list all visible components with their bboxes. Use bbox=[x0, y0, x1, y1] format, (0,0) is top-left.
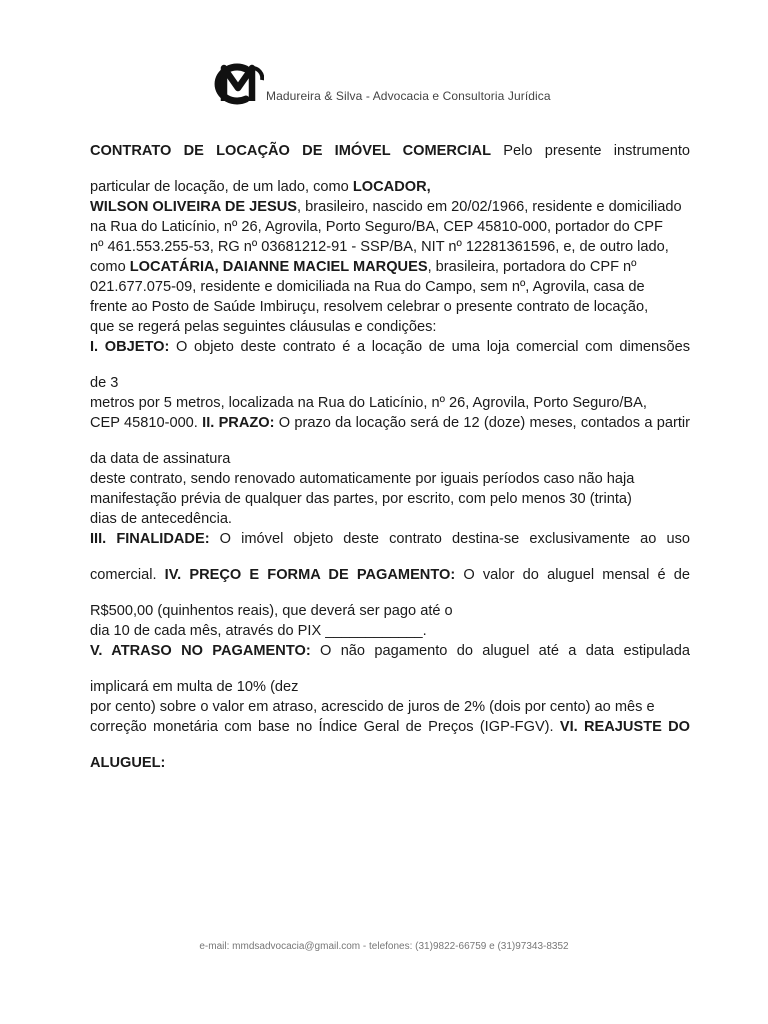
paragraph-line: frente ao Posto de Saúde Imbiruçu, resolvem celebrar o presente contrato de locação, bbox=[90, 299, 649, 315]
paragraph-line bbox=[90, 257, 690, 277]
footer-contact: e-mail: mmdsadvocacia@gmail.com - telefones: (31)9822-66759 e (31)97343-8352 bbox=[199, 941, 569, 952]
paragraph-line: metros por 5 metros, localizada na Rua do Laticínio, nº 26, Agrovila, Porto Seguro/BA, bbox=[90, 395, 647, 411]
contract-body bbox=[90, 141, 690, 773]
text-run: Pelo presente instrumento bbox=[490, 143, 690, 159]
firm-name: Madureira & Silva - Advocacia e Consultoria Jurídica bbox=[266, 89, 551, 103]
paragraph-line: R$500,00 (quinhentos reais), que deverá ser pago até o bbox=[90, 603, 453, 619]
text-run: O valor do aluguel mensal é de bbox=[455, 567, 691, 583]
text-run: , brasileira, portadora do CPF nº bbox=[427, 259, 637, 275]
bold-run: I. OBJETO: bbox=[90, 339, 170, 355]
paragraph-line: nº 461.553.255-53, RG nº 03681212-91 - SSP/BA, NIT nº 12281361596, e, de outro lado, bbox=[90, 239, 669, 255]
paragraph-line bbox=[90, 177, 690, 197]
bold-run: VI. REAJUSTE DO bbox=[559, 719, 690, 735]
bold-run: LOCATÁRIA, DAIANNE MACIEL MARQUES bbox=[129, 259, 428, 275]
text-run: CEP 45810-000. bbox=[90, 415, 203, 431]
clause-finalidade bbox=[90, 529, 690, 549]
bold-run: III. FINALIDADE: bbox=[90, 531, 210, 547]
text-run: , brasileiro, nascido em 20/02/1966, residente e domiciliado bbox=[297, 199, 682, 215]
text-run: correção monetária com base no Índice Geral de Preços (IGP-FGV). bbox=[90, 719, 560, 735]
paragraph-line: que se regerá pelas seguintes cláusulas e condições: bbox=[90, 319, 437, 335]
paragraph-line bbox=[90, 753, 690, 773]
bold-run: LOCADOR, bbox=[352, 179, 431, 195]
text-run: O objeto deste contrato é a locação de uma loja comercial com dimensões bbox=[169, 339, 690, 355]
bold-run: V. ATRASO NO PAGAMENTO: bbox=[90, 643, 311, 659]
bold-run: WILSON OLIVEIRA DE JESUS bbox=[90, 199, 298, 215]
paragraph-line: de 3 bbox=[90, 375, 119, 391]
text-run: como bbox=[90, 259, 130, 275]
contract-title: CONTRATO DE LOCAÇÃO DE IMÓVEL COMERCIAL bbox=[90, 143, 491, 159]
clause-objeto bbox=[90, 337, 690, 357]
paragraph-line: da data de assinatura bbox=[90, 451, 231, 467]
bold-run: II. PRAZO: bbox=[202, 415, 275, 431]
letterhead bbox=[212, 62, 551, 106]
paragraph-line: manifestação prévia de qualquer das partes, por escrito, com pelo menos 30 (trinta) bbox=[90, 491, 632, 507]
clause-reajuste bbox=[90, 717, 690, 737]
text-run: O imóvel objeto deste contrato destina-se exclusivamente ao uso bbox=[209, 531, 690, 547]
bold-run: ALUGUEL: bbox=[90, 755, 166, 771]
paragraph-line bbox=[90, 197, 690, 217]
bold-run: IV. PREÇO E FORMA DE PAGAMENTO: bbox=[164, 567, 456, 583]
paragraph-line: implicará em multa de 10% (dez bbox=[90, 679, 299, 695]
text-run: comercial. bbox=[90, 567, 165, 583]
paragraph-line: deste contrato, sendo renovado automaticamente por iguais períodos caso não haja bbox=[90, 471, 635, 487]
clause-prazo bbox=[90, 413, 690, 433]
mm-monogram-logo-icon bbox=[212, 62, 264, 106]
text-run: particular de locação, de um lado, como bbox=[90, 179, 353, 195]
clause-preco bbox=[90, 565, 690, 585]
paragraph-line: por cento) sobre o valor em atraso, acrescido de juros de 2% (dois por cento) ao mês e bbox=[90, 699, 655, 715]
text-run: O prazo da locação será de 12 (doze) meses, contados a partir bbox=[274, 415, 690, 431]
paragraph-line: dias de antecedência. bbox=[90, 511, 232, 527]
paragraph-line: na Rua do Laticínio, nº 26, Agrovila, Porto Seguro/BA, CEP 45810-000, portador do CPF bbox=[90, 219, 663, 235]
clause-atraso bbox=[90, 641, 690, 661]
paragraph-line: 021.677.075-09, residente e domiciliada na Rua do Campo, sem nº, Agrovila, casa de bbox=[90, 279, 645, 295]
paragraph-line bbox=[90, 141, 690, 161]
paragraph-line: dia 10 de cada mês, através do PIX ____________. bbox=[90, 623, 427, 639]
text-run: O não pagamento do aluguel até a data estipulada bbox=[310, 643, 690, 659]
